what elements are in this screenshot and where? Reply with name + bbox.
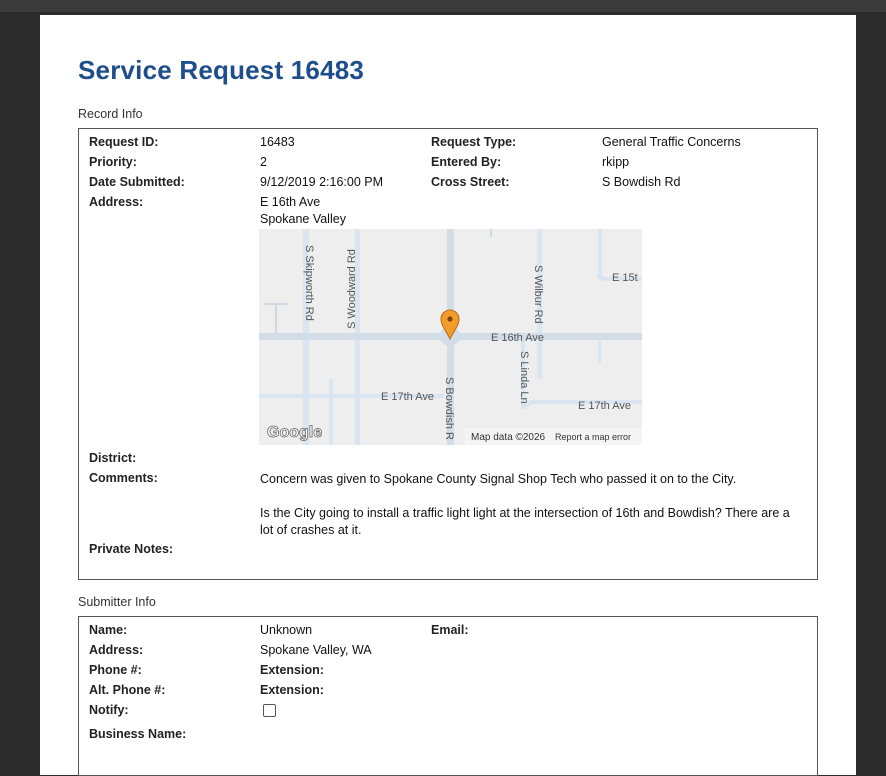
record-info-box [78, 128, 818, 580]
map-label-e17-left: E 17th Ave [381, 391, 435, 403]
map-label-skipworth: S Skipworth Rd [303, 245, 315, 321]
phone-label: Phone #: [89, 663, 142, 677]
map-label-e16: E 16th Ave [491, 332, 545, 344]
map-label-bowdish: S Bowdish R [443, 377, 455, 440]
map-label-wilbur: S Wilbur Rd [532, 265, 544, 324]
map-label-linda: S Linda Ln [518, 351, 530, 404]
priority-value: 2 [260, 155, 267, 169]
date-submitted-label: Date Submitted: [89, 175, 185, 189]
date-submitted-value: 9/12/2019 2:16:00 PM [260, 175, 384, 189]
document-page [40, 15, 856, 775]
map-logo: Google [267, 424, 323, 441]
map-label-e15: E 15t [612, 272, 638, 284]
report-map-error-link[interactable]: Report a map error [555, 432, 632, 442]
alt-phone-label: Alt. Phone #: [89, 683, 166, 697]
private-notes-label: Private Notes: [89, 542, 174, 556]
priority-label: Priority: [89, 155, 137, 169]
submitter-address-value: Spokane Valley, WA [260, 643, 372, 657]
submitter-address-label: Address: [89, 643, 144, 657]
entered-by-label: Entered By: [431, 155, 502, 169]
cross-street-value: S Bowdish Rd [602, 175, 681, 189]
viewer-top-bar [0, 0, 886, 12]
map-attribution: Map data ©2026 [471, 432, 546, 443]
request-id-label: Request ID: [89, 135, 159, 149]
district-label: District: [89, 451, 137, 465]
submitter-name-value: Unknown [260, 623, 313, 637]
comments-value [260, 471, 800, 556]
comments-label: Comments: [89, 471, 158, 485]
address-line1: E 16th Ave [260, 195, 321, 209]
business-name-label: Business Name: [89, 727, 187, 741]
record-info-section-label: Record Info [78, 107, 143, 121]
address-line2: Spokane Valley [260, 212, 346, 226]
address-label: Address: [89, 195, 144, 209]
location-map[interactable] [259, 229, 642, 445]
notify-label: Notify: [89, 703, 129, 717]
extension-label: Extension: [260, 663, 324, 677]
submitter-email-label: Email: [431, 623, 469, 637]
submitter-name-label: Name: [89, 623, 128, 637]
request-type-value: General Traffic Concerns [602, 135, 741, 149]
request-id-value: 16483 [260, 135, 295, 149]
page-title: Service Request 16483 [78, 55, 365, 85]
notify-checkbox[interactable] [263, 704, 276, 717]
map-label-woodward: S Woodward Rd [346, 249, 358, 329]
cross-street-label: Cross Street: [431, 175, 510, 189]
submitter-info-section-label: Submitter Info [78, 595, 156, 609]
map-label-e17-right: E 17th Ave [578, 400, 632, 412]
comments-paragraph-1: Concern was given to Spokane County Signal Shop Tech who passed it on to the City. [260, 472, 737, 486]
request-type-label: Request Type: [431, 135, 517, 149]
submitter-info-box [78, 616, 818, 776]
extension-2-label: Extension: [260, 683, 324, 697]
comments-paragraph-2: Is the City going to install a traffic light light at the intersection of 16th and Bowdish? There are a lot of crashes at it. [260, 506, 790, 537]
entered-by-value: rkipp [602, 155, 630, 169]
